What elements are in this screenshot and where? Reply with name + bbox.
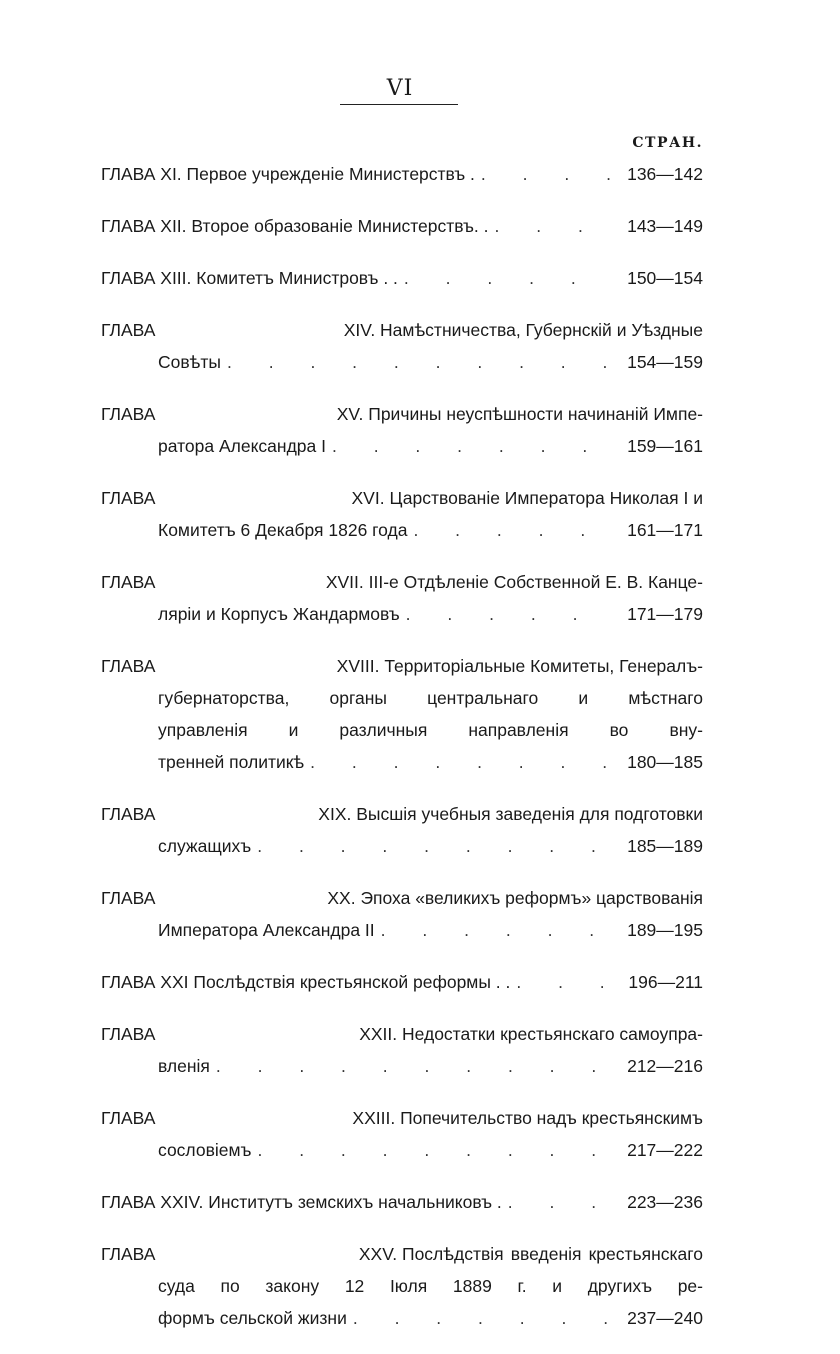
chapter-label: ГЛАВА XI. <box>101 164 187 184</box>
chapter-title-text: Институтъ земскихъ начальниковъ . <box>208 1192 502 1212</box>
page-range: 150—154 <box>627 268 703 288</box>
toc-entry-line <box>101 482 703 514</box>
dot-leader <box>406 598 613 630</box>
toc-entry-line <box>101 966 703 998</box>
toc-entry-line <box>101 398 703 430</box>
page-range: 217—222 <box>627 1140 703 1160</box>
toc-entry <box>101 650 703 778</box>
dot-leader <box>516 966 613 998</box>
chapter-title-text: Послѣдствія введенія крестьянскаго <box>402 1244 703 1264</box>
chapter-label: ГЛАВА XVI. <box>101 488 390 508</box>
dot-leader <box>257 830 613 862</box>
chapter-label: ГЛАВА XX. <box>101 888 361 908</box>
page-range: 212—216 <box>627 1056 703 1076</box>
dot-leader <box>481 158 613 190</box>
page-range: 136—142 <box>627 164 703 184</box>
chapter-title-text: Эпоха «великихъ реформъ» царствованія <box>360 888 703 908</box>
dot-leader <box>404 262 613 294</box>
page-range: 161—171 <box>627 520 703 540</box>
dot-leader <box>227 346 613 378</box>
toc-entry <box>101 1018 703 1082</box>
page-range: 196—211 <box>628 972 703 992</box>
toc-entry-line <box>101 262 703 294</box>
toc-entry <box>101 482 703 546</box>
chapter-title-text: вленія <box>158 1056 210 1076</box>
toc-entry-line <box>101 430 703 462</box>
chapter-title-text: Высшія учебныя заведенія для подготовки <box>356 804 703 824</box>
dot-leader <box>495 210 613 242</box>
toc-entry-line <box>101 830 703 862</box>
page-number: VI <box>386 76 414 101</box>
page-range: 185—189 <box>627 836 703 856</box>
chapter-title-text: служащихъ <box>158 836 252 856</box>
toc-entry-line <box>101 346 703 378</box>
chapter-title-text: Совѣты <box>158 352 221 372</box>
chapter-title-text: Причины неуспѣшности начинаній Импе- <box>368 404 703 424</box>
toc-entry-line <box>101 1270 703 1302</box>
header-rule <box>340 104 458 105</box>
toc-entry-line <box>101 566 703 598</box>
toc-entry <box>101 1238 703 1334</box>
toc-entry-line <box>101 914 703 946</box>
chapter-title-text: Царствованіе Императора Николая I и <box>389 488 703 508</box>
chapter-title-text: сословіемъ <box>158 1140 252 1160</box>
page-range: 159—161 <box>627 436 703 456</box>
toc-entry-line <box>101 1238 703 1270</box>
toc-entry-line <box>101 650 703 682</box>
dot-leader <box>310 746 613 778</box>
toc-entry-line <box>101 1102 703 1134</box>
page-range: 154—159 <box>627 352 703 372</box>
page-range: 237—240 <box>627 1308 703 1328</box>
chapter-title-text: тренней политикѣ <box>158 752 305 772</box>
chapter-title-text: формъ сельской жизни <box>158 1308 347 1328</box>
chapter-title-text: губернаторства, органы центральнаго и мѣстнаго <box>158 688 703 708</box>
toc-entry <box>101 966 703 998</box>
toc-entry-line <box>101 1134 703 1166</box>
toc-entry <box>101 314 703 378</box>
chapter-label: ГЛАВА XVIII. <box>101 656 385 676</box>
toc-entry-line <box>101 210 703 242</box>
page-range: 143—149 <box>627 216 703 236</box>
chapter-label: ГЛАВА XIX. <box>101 804 357 824</box>
page-range: 223—236 <box>627 1192 703 1212</box>
pages-column-header: СТРАН. <box>632 135 703 151</box>
toc-entry-line <box>101 1018 703 1050</box>
toc-entry-line <box>101 314 703 346</box>
chapter-title-text: Первое учрежденіе Министерствъ . <box>186 164 475 184</box>
dot-leader <box>332 430 613 462</box>
toc-entry <box>101 566 703 630</box>
toc-entry <box>101 798 703 862</box>
toc-entry-line <box>101 158 703 190</box>
chapter-title-text: суда по закону 12 Іюля 1889 г. и другихъ ре- <box>158 1276 703 1296</box>
dot-leader <box>353 1302 613 1334</box>
toc-entry-line <box>101 882 703 914</box>
toc-entry <box>101 398 703 462</box>
dot-leader <box>257 1134 613 1166</box>
chapter-title-text: Недостатки крестьянскаго самоупра- <box>402 1024 703 1044</box>
dot-leader <box>413 514 613 546</box>
toc-entry <box>101 210 703 242</box>
chapter-title-text: Территоріальные Комитеты, Генералъ- <box>384 656 703 676</box>
toc-entry-line <box>101 798 703 830</box>
toc-entry-line <box>101 1050 703 1082</box>
page-range: 189—195 <box>627 920 703 940</box>
toc-entry-line <box>101 714 703 746</box>
toc-entry-line <box>101 514 703 546</box>
chapter-title-text: Комитетъ 6 Декабря 1826 года <box>158 520 408 540</box>
chapter-label: ГЛАВА XXV. <box>101 1244 402 1264</box>
chapter-title-text: III-е Отдѣленіе Собственной Е. В. Канце- <box>368 572 703 592</box>
chapter-title-text: Комитетъ Министровъ . . <box>196 268 398 288</box>
dot-leader <box>216 1050 613 1082</box>
chapter-label: ГЛАВА XII. <box>101 216 192 236</box>
chapter-label: ГЛАВА XXIV. <box>101 1192 209 1212</box>
toc-entry-line <box>101 682 703 714</box>
chapter-label: ГЛАВА XXII. <box>101 1024 402 1044</box>
chapter-label: ГЛАВА XIII. <box>101 268 197 288</box>
dot-leader <box>381 914 613 946</box>
chapter-label: ГЛАВА XXIII. <box>101 1108 401 1128</box>
chapter-title-text: Послѣдствія крестьянской реформы . . <box>193 972 511 992</box>
toc-entry-line <box>101 1302 703 1334</box>
chapter-title-text: ляріи и Корпусъ Жандармовъ <box>158 604 400 624</box>
chapter-label: ГЛАВА XXI <box>101 972 194 992</box>
chapter-title-text: Императора Александра II <box>158 920 375 940</box>
page-range: 171—179 <box>627 604 703 624</box>
toc-entry <box>101 1102 703 1166</box>
chapter-label: ГЛАВА XV. <box>101 404 369 424</box>
toc-entry <box>101 262 703 294</box>
chapter-title-text: Намѣстничества, Губернскій и Уѣздные <box>380 320 703 340</box>
chapter-title-text: Попечительство надъ крестьянскимъ <box>400 1108 703 1128</box>
toc-entry <box>101 882 703 946</box>
table-of-contents <box>101 158 703 1354</box>
chapter-title-text: управленія и различныя направленія во вну- <box>158 720 703 740</box>
toc-entry <box>101 158 703 190</box>
chapter-label: ГЛАВА XIV. <box>101 320 381 340</box>
chapter-label: ГЛАВА XVII. <box>101 572 369 592</box>
chapter-title-text: Второе образованіе Министерствъ. . <box>191 216 489 236</box>
toc-entry-line <box>101 598 703 630</box>
page-range: 180—185 <box>627 752 703 772</box>
toc-entry-line <box>101 746 703 778</box>
chapter-title-text: ратора Александра I <box>158 436 326 456</box>
